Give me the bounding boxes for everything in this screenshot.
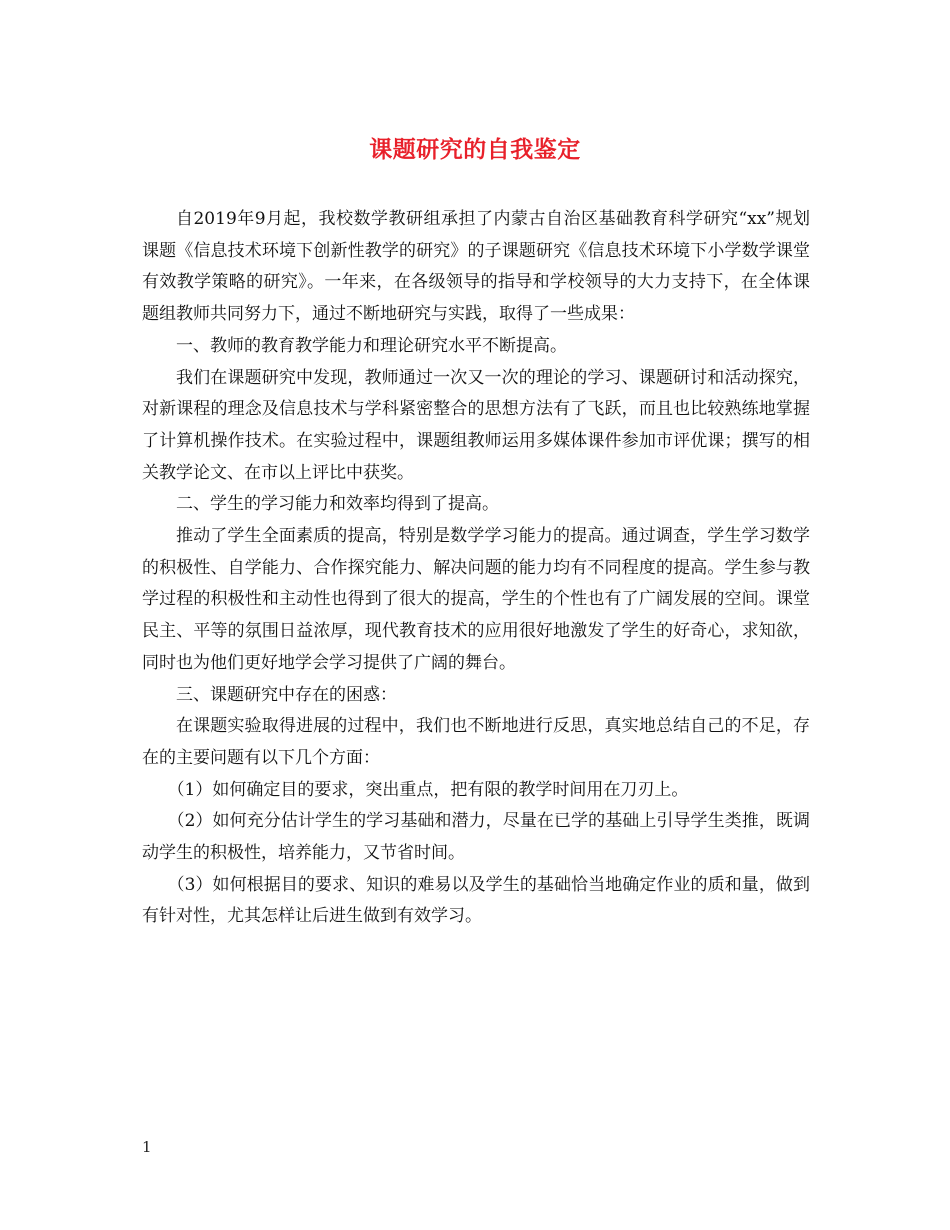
section-2-paragraph: 推动了学生全面素质的提高，特别是数学学习能力的提高。通过调查，学生学习数学的积极性、自学能力、合作探究能力、解决问题的能力均有不同程度的提高。学生参与教学过程的积极性和主动性也得到了很大的提高，学生的个性也有了广阔发展的空间。课堂民主、平等的氛围日益浓厚，现代教育技术的应用很好地激发了学生的好奇心，求知欲，同时也为他们更好地学会学习提供了广阔的舞台。: [142, 526, 810, 673]
document-body: [142, 204, 810, 933]
section-heading-2: 二、学生的学习能力和效率均得到了提高。: [176, 494, 499, 515]
problem-item-2: （2）如何充分估计学生的学习基础和潜力，尽量在已学的基础上引导学生类推，既调动学生的积极性，培养能力，又节省时间。: [142, 811, 810, 864]
intro-paragraph: 自2019年9月起，我校数学教研组承担了内蒙古自治区基础教育科学研究“xx”规划课题《信息技术环境下创新性教学的研究》的子课题研究《信息技术环境下小学数学课堂有效教学策略的研究》。一年来，在各级领导的指导和学校领导的大力支持下，在全体课题组教师共同努力下，通过不断地研究与实践，取得了一些成果：: [142, 209, 810, 325]
section-3-paragraph: 在课题实验取得进展的过程中，我们也不断地进行反思，真实地总结自己的不足，存在的主要问题有以下几个方面：: [142, 716, 810, 768]
problem-item-1: （1）如何确定目的要求，突出重点，把有限的教学时间用在刀刃上。: [167, 779, 689, 800]
page-number: 1: [142, 1138, 152, 1156]
section-1-paragraph: 我们在课题研究中发现，教师通过一次又一次的理论的学习、课题研讨和活动探究，对新课程的理念及信息技术与学科紧密整合的思想方法有了飞跃，而且也比较熟练地掌握了计算机操作技术。在实验过程中，课题组教师运用多媒体课件参加市评优课；撰写的相关教学论文、在市以上评比中获奖。: [142, 367, 810, 483]
section-heading-1: 一、教师的教育教学能力和理论研究水平不断提高。: [176, 335, 567, 356]
document-title: 课题研究的自我鉴定: [369, 136, 581, 163]
section-heading-3: 三、课题研究中存在的困惑：: [176, 684, 397, 705]
problem-item-3: （3）如何根据目的要求、知识的难易以及学生的基础恰当地确定作业的质和量，做到有针对性，尤其怎样让后进生做到有效学习。: [142, 874, 810, 927]
